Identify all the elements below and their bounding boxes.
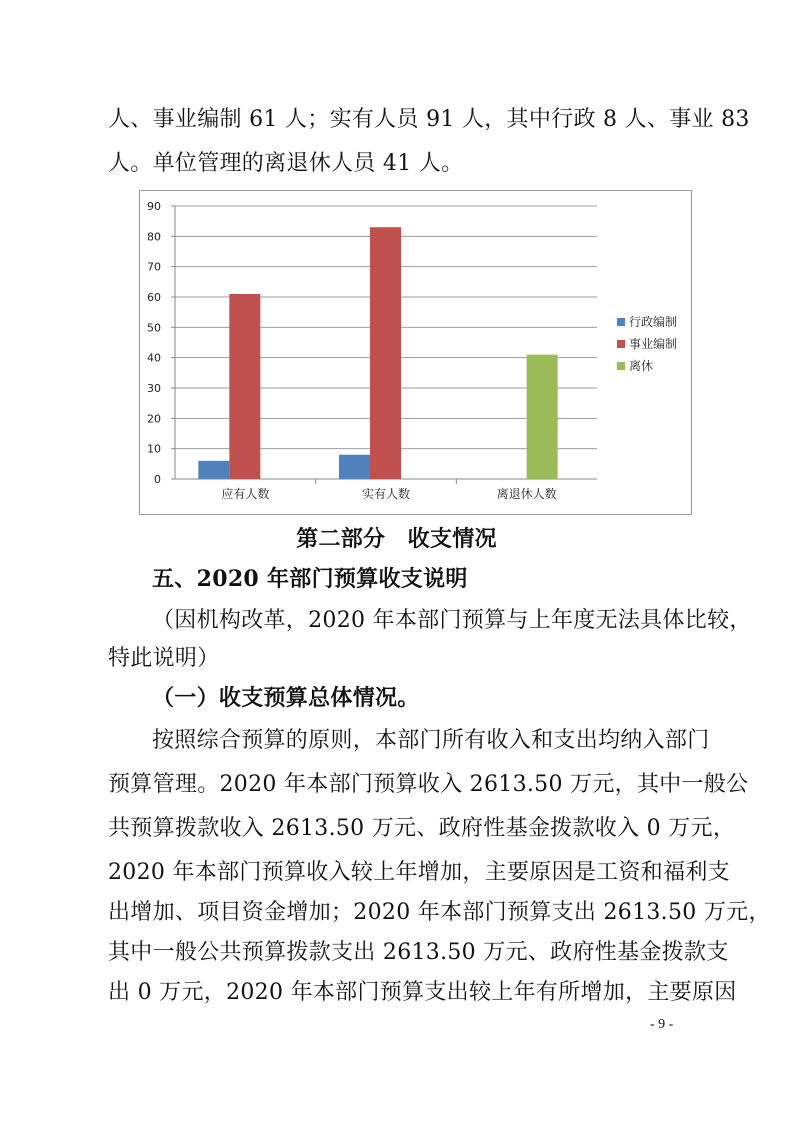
body-line: 出 0 万元，2020 年本部门预算支出较上年有所增加，主要原因: [108, 980, 737, 1005]
intro-line-2: 人。单位管理的离退休人员 41 人。: [108, 151, 464, 176]
y-tick-label: 70: [147, 260, 161, 274]
legend-swatch: [617, 362, 625, 370]
x-tick-label: 离退休人数: [496, 487, 557, 501]
legend-swatch: [617, 340, 625, 348]
x-tick-label: 实有人数: [361, 487, 411, 501]
y-tick-label: 80: [147, 230, 161, 244]
y-tick-label: 30: [147, 382, 161, 395]
x-tick-label: 应有人数: [221, 487, 270, 501]
legend-swatch: [617, 318, 625, 326]
sub-heading: （一）收支预算总体情况。: [152, 685, 420, 711]
body-line: 2020 年本部门预算收入较上年增加，主要原因是工资和福利支: [108, 860, 730, 885]
note-line-2: 特此说明）: [108, 646, 220, 671]
staff-bar-chart: [139, 190, 692, 515]
y-tick-label: 60: [147, 291, 161, 304]
body-line: 共预算拨款收入 2613.50 万元、政府性基金拨款收入 0 万元，: [108, 816, 736, 841]
part-heading: 第二部分 收支情况: [296, 526, 497, 552]
chart-canvas: [140, 191, 693, 516]
y-tick-label: 40: [147, 351, 161, 365]
legend-label: 离休: [629, 359, 654, 373]
y-tick-label: 50: [147, 321, 161, 335]
bar-事业编制: [370, 227, 401, 479]
bar-行政编制: [198, 461, 229, 479]
bar-事业编制: [229, 294, 260, 479]
legend-label: 行政编制: [629, 315, 678, 329]
intro-line-1: 人、事业编制 61 人；实有人员 91 人，其中行政 8 人、事业 83: [108, 107, 750, 132]
bar-离休: [527, 355, 558, 479]
y-tick-label: 90: [147, 200, 161, 213]
page-number: - 9 -: [650, 1017, 674, 1032]
legend-label: 事业编制: [629, 337, 678, 351]
body-line: 按照综合预算的原则，本部门所有收入和支出均纳入部门: [152, 728, 710, 753]
note-line-1: （因机构改革，2020 年本部门预算与上年度无法具体比较，: [152, 608, 752, 633]
body-line: 出增加、项目资金增加；2020 年本部门预算支出 2613.50 万元，: [108, 900, 771, 925]
body-line: 其中一般公共预算拨款支出 2613.50 万元、政府性基金拨款支: [108, 940, 729, 965]
y-tick-label: 20: [147, 412, 161, 426]
y-tick-label: 10: [147, 442, 161, 456]
section-heading: 五、2020 年部门预算收支说明: [152, 566, 468, 592]
y-tick-label: 0: [154, 473, 161, 486]
body-line: 预算管理。2020 年本部门预算收入 2613.50 万元，其中一般公: [108, 772, 749, 797]
bar-行政编制: [339, 455, 370, 479]
